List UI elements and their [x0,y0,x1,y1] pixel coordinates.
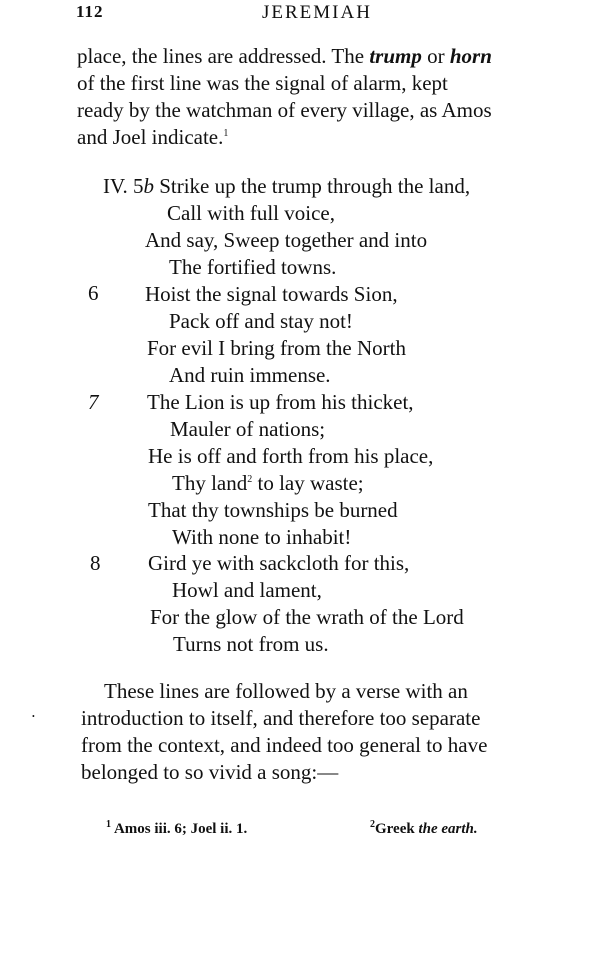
poem-line-10: Mauler of nations; [170,417,326,441]
poem-line-8: And ruin immense. [169,363,331,387]
footnote-marker: 2 [370,819,375,830]
intro-line-2: of the first line was the signal of alarm, kept [77,71,448,95]
italic-word-horn: horn [449,44,492,68]
closing-line-2: introduction to itself, and therefore too separate [81,706,481,730]
poem-line-5: Hoist the signal towards Sion, [145,282,398,306]
verse-letter: b [143,174,154,198]
poem-line-9: The Lion is up from his thicket, [147,390,414,414]
italic-word-trump: trump [369,44,422,68]
intro-line-1 [77,43,492,69]
page-number: 112 [76,2,104,21]
poem-line-4: The fortified towns. [169,255,337,279]
page-header [72,2,582,28]
verse-text: Thy land [172,471,248,495]
verse-number-7: 7 [88,390,99,414]
poem-line-11: He is off and forth from his place, [148,444,434,468]
verse-number: 5 [132,174,144,198]
poem-line-18: Turns not from us. [173,632,329,656]
closing-line-4: belonged to so vivid a song:— [81,760,339,784]
poem-line-13: That thy townships be burned [148,498,398,522]
print-speck: • [32,712,35,721]
intro-text: or [421,44,450,68]
poem-line-14: With none to inhabit! [172,525,352,549]
footnote-2 [370,821,478,838]
footnote-ref: 2 [247,474,253,485]
footnote-1 [106,821,247,838]
footnote-text: Amos iii. 6; Joel ii. 1. [113,821,248,837]
poem-line-7: For evil I bring from the North [147,336,406,360]
closing-line-1: These lines are followed by a verse with an [104,679,468,703]
verse-number-6: 6 [88,281,99,305]
running-head: JEREMIAH [262,2,372,23]
footnote-italic: the earth. [418,821,478,837]
poem-line-15: Gird ye with sackcloth for this, [148,551,410,575]
poem-line-17: For the glow of the wrath of the Lord [150,605,464,629]
verse-number-8: 8 [90,551,101,575]
intro-line-3: ready by the watchman of every village, as Amos [77,98,492,122]
poem-line-2: Call with full voice, [167,201,335,225]
verse-text: to lay waste; [252,471,364,495]
intro-line-4 [77,124,228,150]
stanza-label: IV. [103,174,128,198]
poem-line-6: Pack off and stay not! [169,309,353,333]
intro-text: place, the lines are addressed. The [77,44,370,68]
poem-line-12 [172,470,364,496]
verse-text: Strike up the trump through the land, [159,174,471,198]
intro-text: and Joel indicate. [77,125,224,149]
poem-line-1 [103,173,470,199]
footnote-marker: 1 [106,819,111,830]
footnote-text: Greek [375,821,419,837]
closing-line-3: from the context, and indeed too general to have [81,733,488,757]
poem-line-16: Howl and lament, [172,578,322,602]
footnote-ref: 1 [223,128,229,139]
poem-line-3: And say, Sweep together and into [145,228,428,252]
